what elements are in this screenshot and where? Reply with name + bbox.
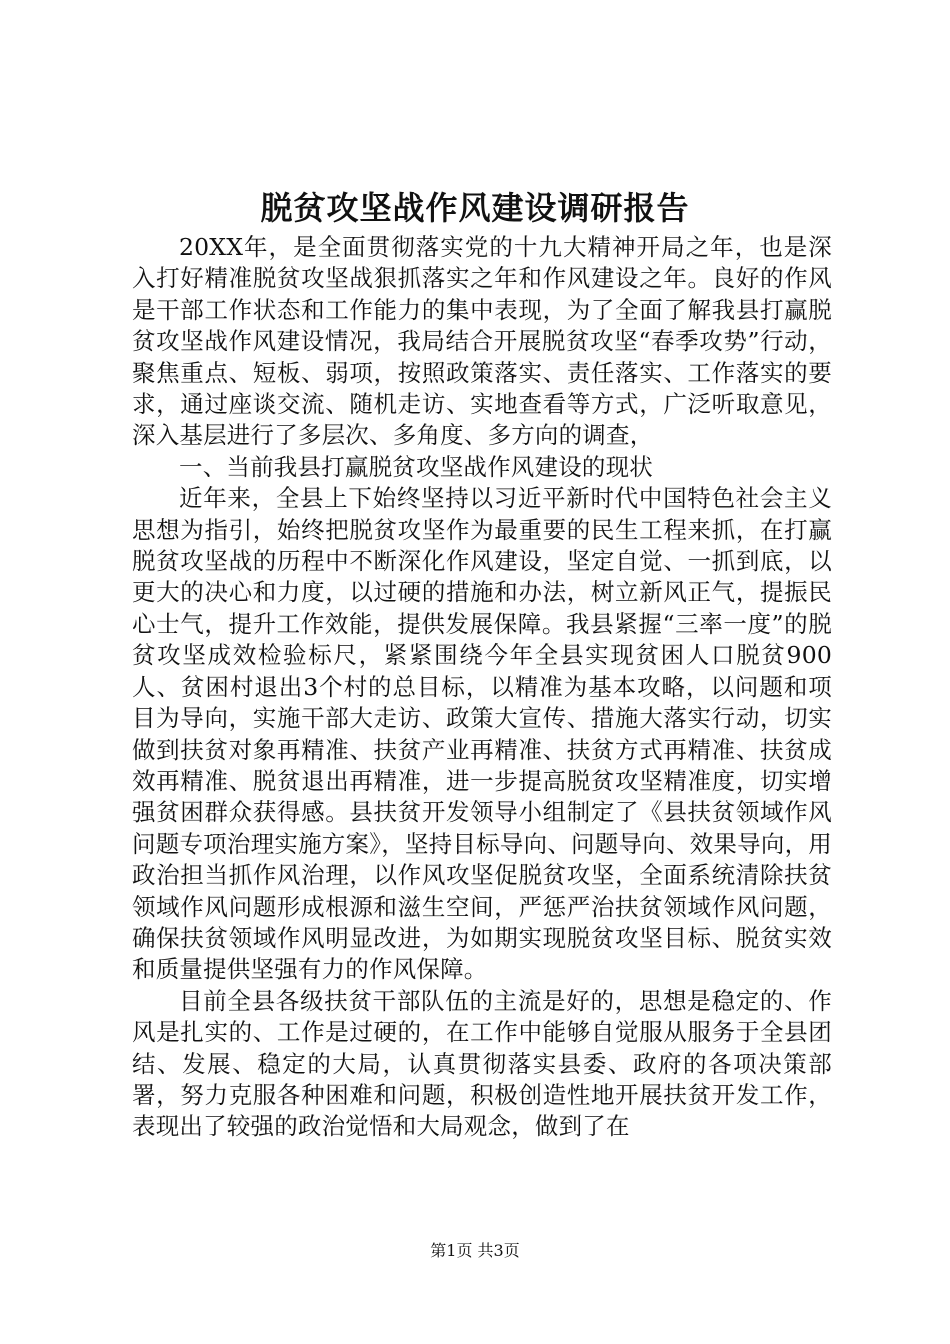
section-heading: 一、当前我县打赢脱贫攻坚战作风建设的现状 — [179, 452, 653, 481]
body-paragraph: 目前全县各级扶贫干部队伍的主流是好的，思想是稳定的、作风是扎实的、工作是过硬的，在工作中能够自觉服从服务于全县团结、发展、稳定的大局，认真贯彻落实县委、政府的各项决策部署，努力克服各种困难和问题，积极创造性地开展扶贫开发工作，表现出了较强的政治觉悟和大局观念，做到了在 — [132, 986, 832, 1141]
page-footer: 第1页 共3页 — [430, 1241, 520, 1260]
body-paragraph: 近年来，全县上下始终坚持以习近平新时代中国特色社会主义思想为指引，始终把脱贫攻坚作为最重要的民生工程来抓，在打赢脱贫攻坚战的历程中不断深化作风建设，坚定自觉、一抓到底，以更大的决心和力度，以过硬的措施和办法，树立新风正气，提振民心士气，提升工作效能，提供发展保障。我县紧握“三率一度”的脱贫攻坚成效检验标尺，紧紧围绕今年全县实现贫困人口脱贫900人、贫困村退出3个村的总目标，以精准为基本攻略，以问题和项目为导向，实施干部大走访、政策大宣传、措施大落实行动，切实做到扶贫对象再精准、扶贫产业再精准、扶贫方式再精准、扶贫成效再精准、脱贫退出再精准，进一步提高脱贫攻坚精准度，切实增强贫困群众获得感。县扶贫开发领导小组制定了《县扶贫领域作风问题专项治理实施方案》，坚持目标导向、问题导向、效果导向，用政治担当抓作风治理，以作风攻坚促脱贫攻坚，全面系统清除扶贫领域作风问题形成根源和滋生空间，严惩严治扶贫领域作风问题，确保扶贫领域作风明显改进，为如期实现脱贫攻坚目标、脱贫实效和质量提供坚强有力的作风保障。 — [132, 484, 832, 984]
document-title: 脱贫攻坚战作风建设调研报告 — [260, 189, 690, 227]
intro-paragraph: 20XX年，是全面贯彻落实党的十九大精神开局之年，也是深入打好精准脱贫攻坚战狠抓落实之年和作风建设之年。良好的作风是干部工作状态和工作能力的集中表现，为了全面了解我县打赢脱贫攻坚战作风建设情况，我局结合开展脱贫攻坚“春季攻势”行动，聚焦重点、短板、弱项，按照政策落实、责任落实、工作落实的要求，通过座谈交流、随机走访、实地查看等方式，广泛听取意见，深入基层进行了多层次、多角度、多方向的调查， — [132, 233, 832, 450]
document-body — [132, 232, 832, 1143]
